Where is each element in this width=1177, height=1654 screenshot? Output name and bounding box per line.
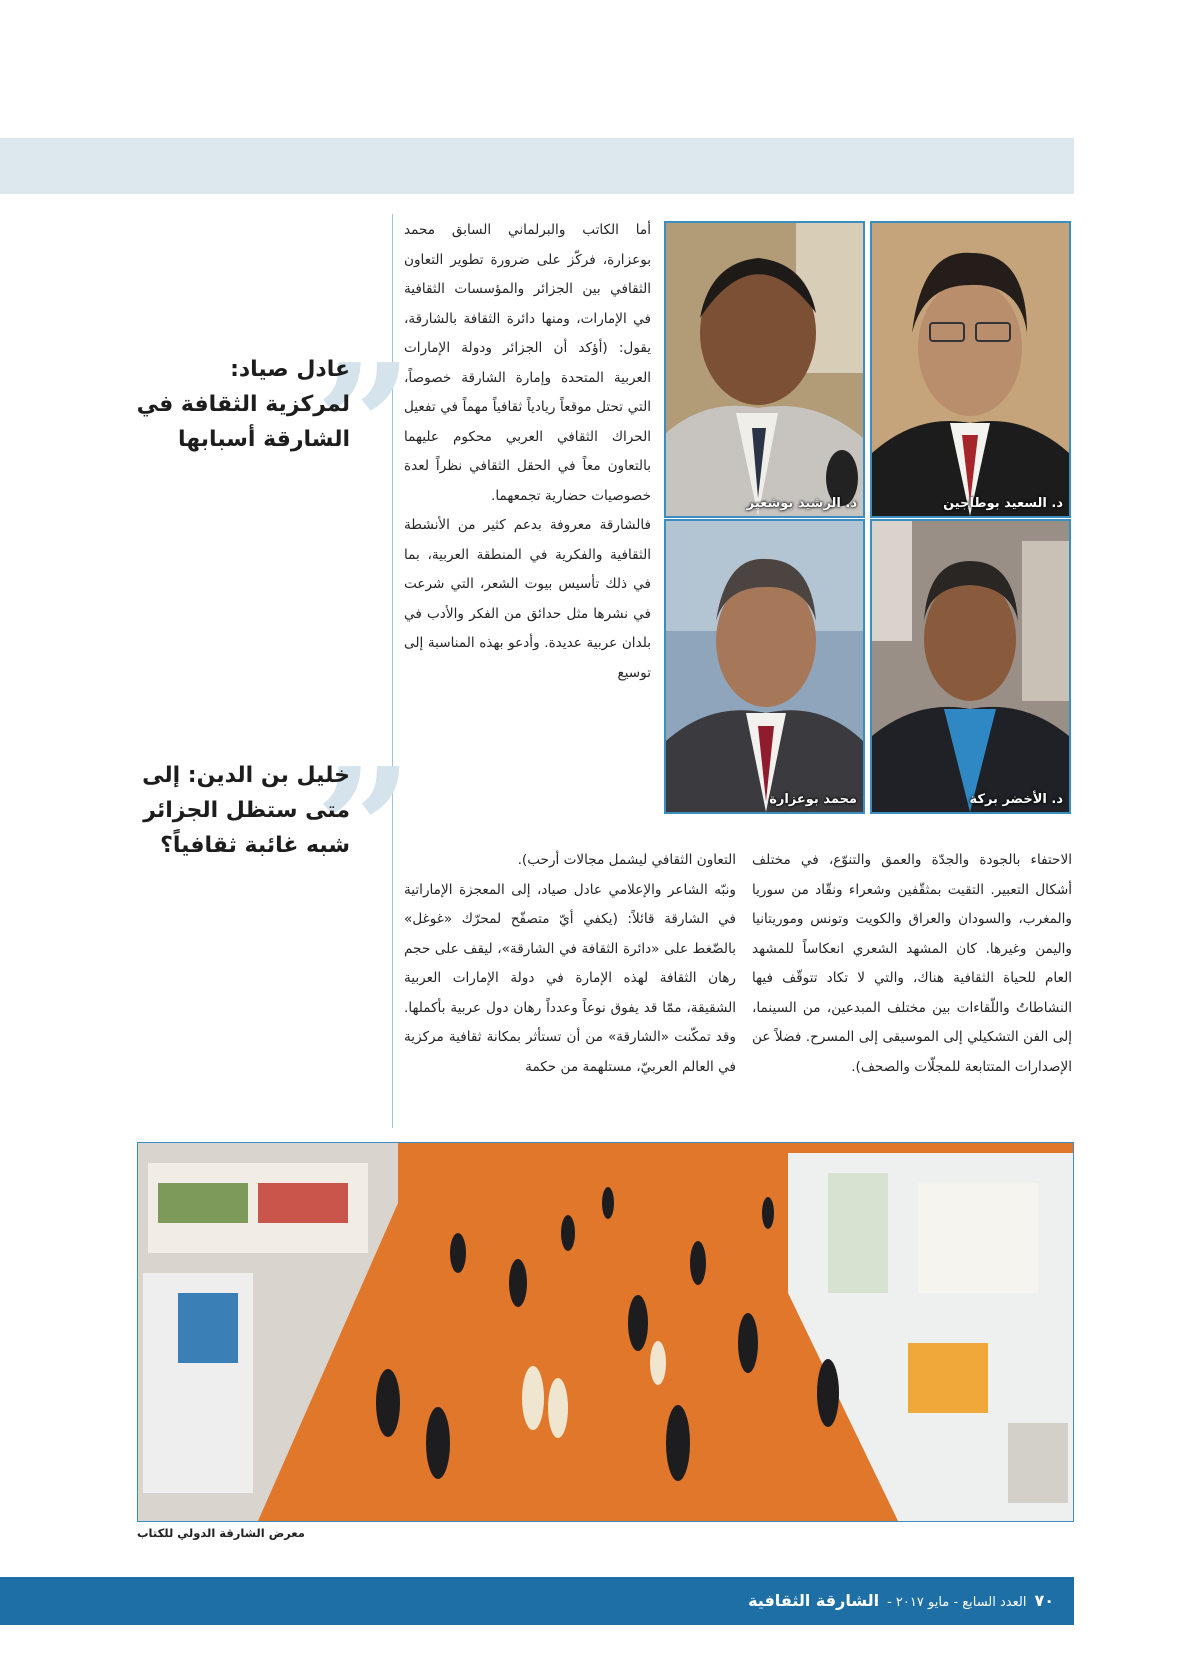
pull-quote-1 xyxy=(120,327,413,527)
footer-info xyxy=(748,1577,1054,1625)
article-column-middle-bottom xyxy=(404,846,736,1128)
quote-mark-icon: ” xyxy=(315,731,413,931)
page-footer xyxy=(0,1577,1074,1625)
article-paragraph: أما الكاتب والبرلماني السابق محمد بوعزارة، فركّز على ضرورة تطوير التعاون الثقافي بين الجزائر والمؤسسات الثقافية في الإمارات، ومنها دائرة الثقافة بالشارقة، يقول: (أؤكد أن الجزائر ودولة الإمارات العربية المتحدة وإمارة الشارقة خصوصاً، التي تحتل موقعاً ريادياً ثقافياً مهماً في تفعيل الحراك الثقافي العربي محكوم عليهما بالتعاون معاً في الحقل الثقافي نظراً لعدة خصوصيات حضارية تجمعهما. xyxy=(404,222,651,504)
book-fair-photo xyxy=(137,1142,1074,1522)
article-column-middle-top xyxy=(404,216,651,852)
article-paragraph: فالشارقة معروفة بدعم كثير من الأنشطة الثقافية والفكرية في المنطقة العربية، بما في ذلك تأسيس بيوت الشعر، التي شرعت في نشرها مثل حدائق من الفكر والأدب في بلدان عربية عديدة. وأدعو بهذه المناسبة إلى توسيع xyxy=(404,517,651,681)
book-fair-caption: معرض الشارقة الدولي للكتاب xyxy=(137,1526,305,1540)
article-paragraph: ونبّه الشاعر والإعلامي عادل صياد، إلى المعجزة الإماراتية في الشارقة قائلاً: (يكفي أيّ متصفّح لمحرّك «غوغل» بالضّغط على «دائرة الثقافة في الشارقة»، ليقف على حجم رهان الثقافة لهذه الإمارة في دولة الإمارات العربية الشقيقة، ممّا قد يفوق نوعاً وعدداً رهان دول عربية بأكملها. وقد تمكّنت «الشارقة» من أن تستأثر بمكانة ثقافية مركزية في العالم العربيّ، مستلهمة من حكمة xyxy=(404,881,736,1075)
pull-quote-line: لمركزية الثقافة في xyxy=(136,392,350,417)
photo-caption: د. الرشيد بوشعير xyxy=(746,496,857,511)
pull-quote-2 xyxy=(120,731,413,931)
portrait-photo-barka xyxy=(870,519,1071,814)
portrait-photo-boushaeer xyxy=(664,221,865,518)
article-column-right-bottom xyxy=(752,846,1072,1128)
pull-quote-line: متى ستظل الجزائر xyxy=(143,798,350,823)
pull-quote-line: خليل بن الدين: إلى xyxy=(142,763,350,788)
pull-quote-line: الشارقة أسبابها xyxy=(178,427,350,452)
page-number: ٧٠ xyxy=(1034,1591,1054,1610)
portrait-photo-bouazara xyxy=(664,519,865,814)
issue-label: العدد السابع - مايو ٢٠١٧ - xyxy=(887,1595,1027,1610)
pull-quote-line: شبه غائبة ثقافياً؟ xyxy=(160,833,350,858)
article-paragraph: الاحتفاء بالجودة والجدّة والعمق والتنوّع، في مختلف أشكال التعبير. التقيت بمثقّفين وشعراء ونقّاد من سوريا والمغرب، والسودان والعراق والكويت وتونس وموريتانيا واليمن وغيرها. كان المشهد الشعري انعكاساً للمشهد العام للحياة الثقافية هناك، والتي لا تكاد تتوقّف فيها النشاطاتُ واللّقاءات بين مختلف المبدعين، من السينما، إلى الفن التشكيلي إلى الموسيقى إلى المسرح. فضلاً عن الإصدارات المتتابعة للمجلّات والصحف). xyxy=(752,852,1072,1075)
header-band xyxy=(0,138,1074,194)
pull-quote-line: عادل صياد: xyxy=(230,357,350,382)
quote-mark-icon: ” xyxy=(315,327,413,527)
photo-caption: د. السعيد بوطاجين xyxy=(943,496,1063,511)
magazine-logo: الشارقة الثقافية xyxy=(748,1591,880,1610)
portrait-photo-boutadjine xyxy=(870,221,1071,518)
photo-caption: محمد بوعزارة xyxy=(769,792,857,807)
article-paragraph: التعاون الثقافي ليشمل مجالات أرحب). xyxy=(517,852,736,868)
photo-caption: د. الأخضر بركة xyxy=(969,792,1063,807)
